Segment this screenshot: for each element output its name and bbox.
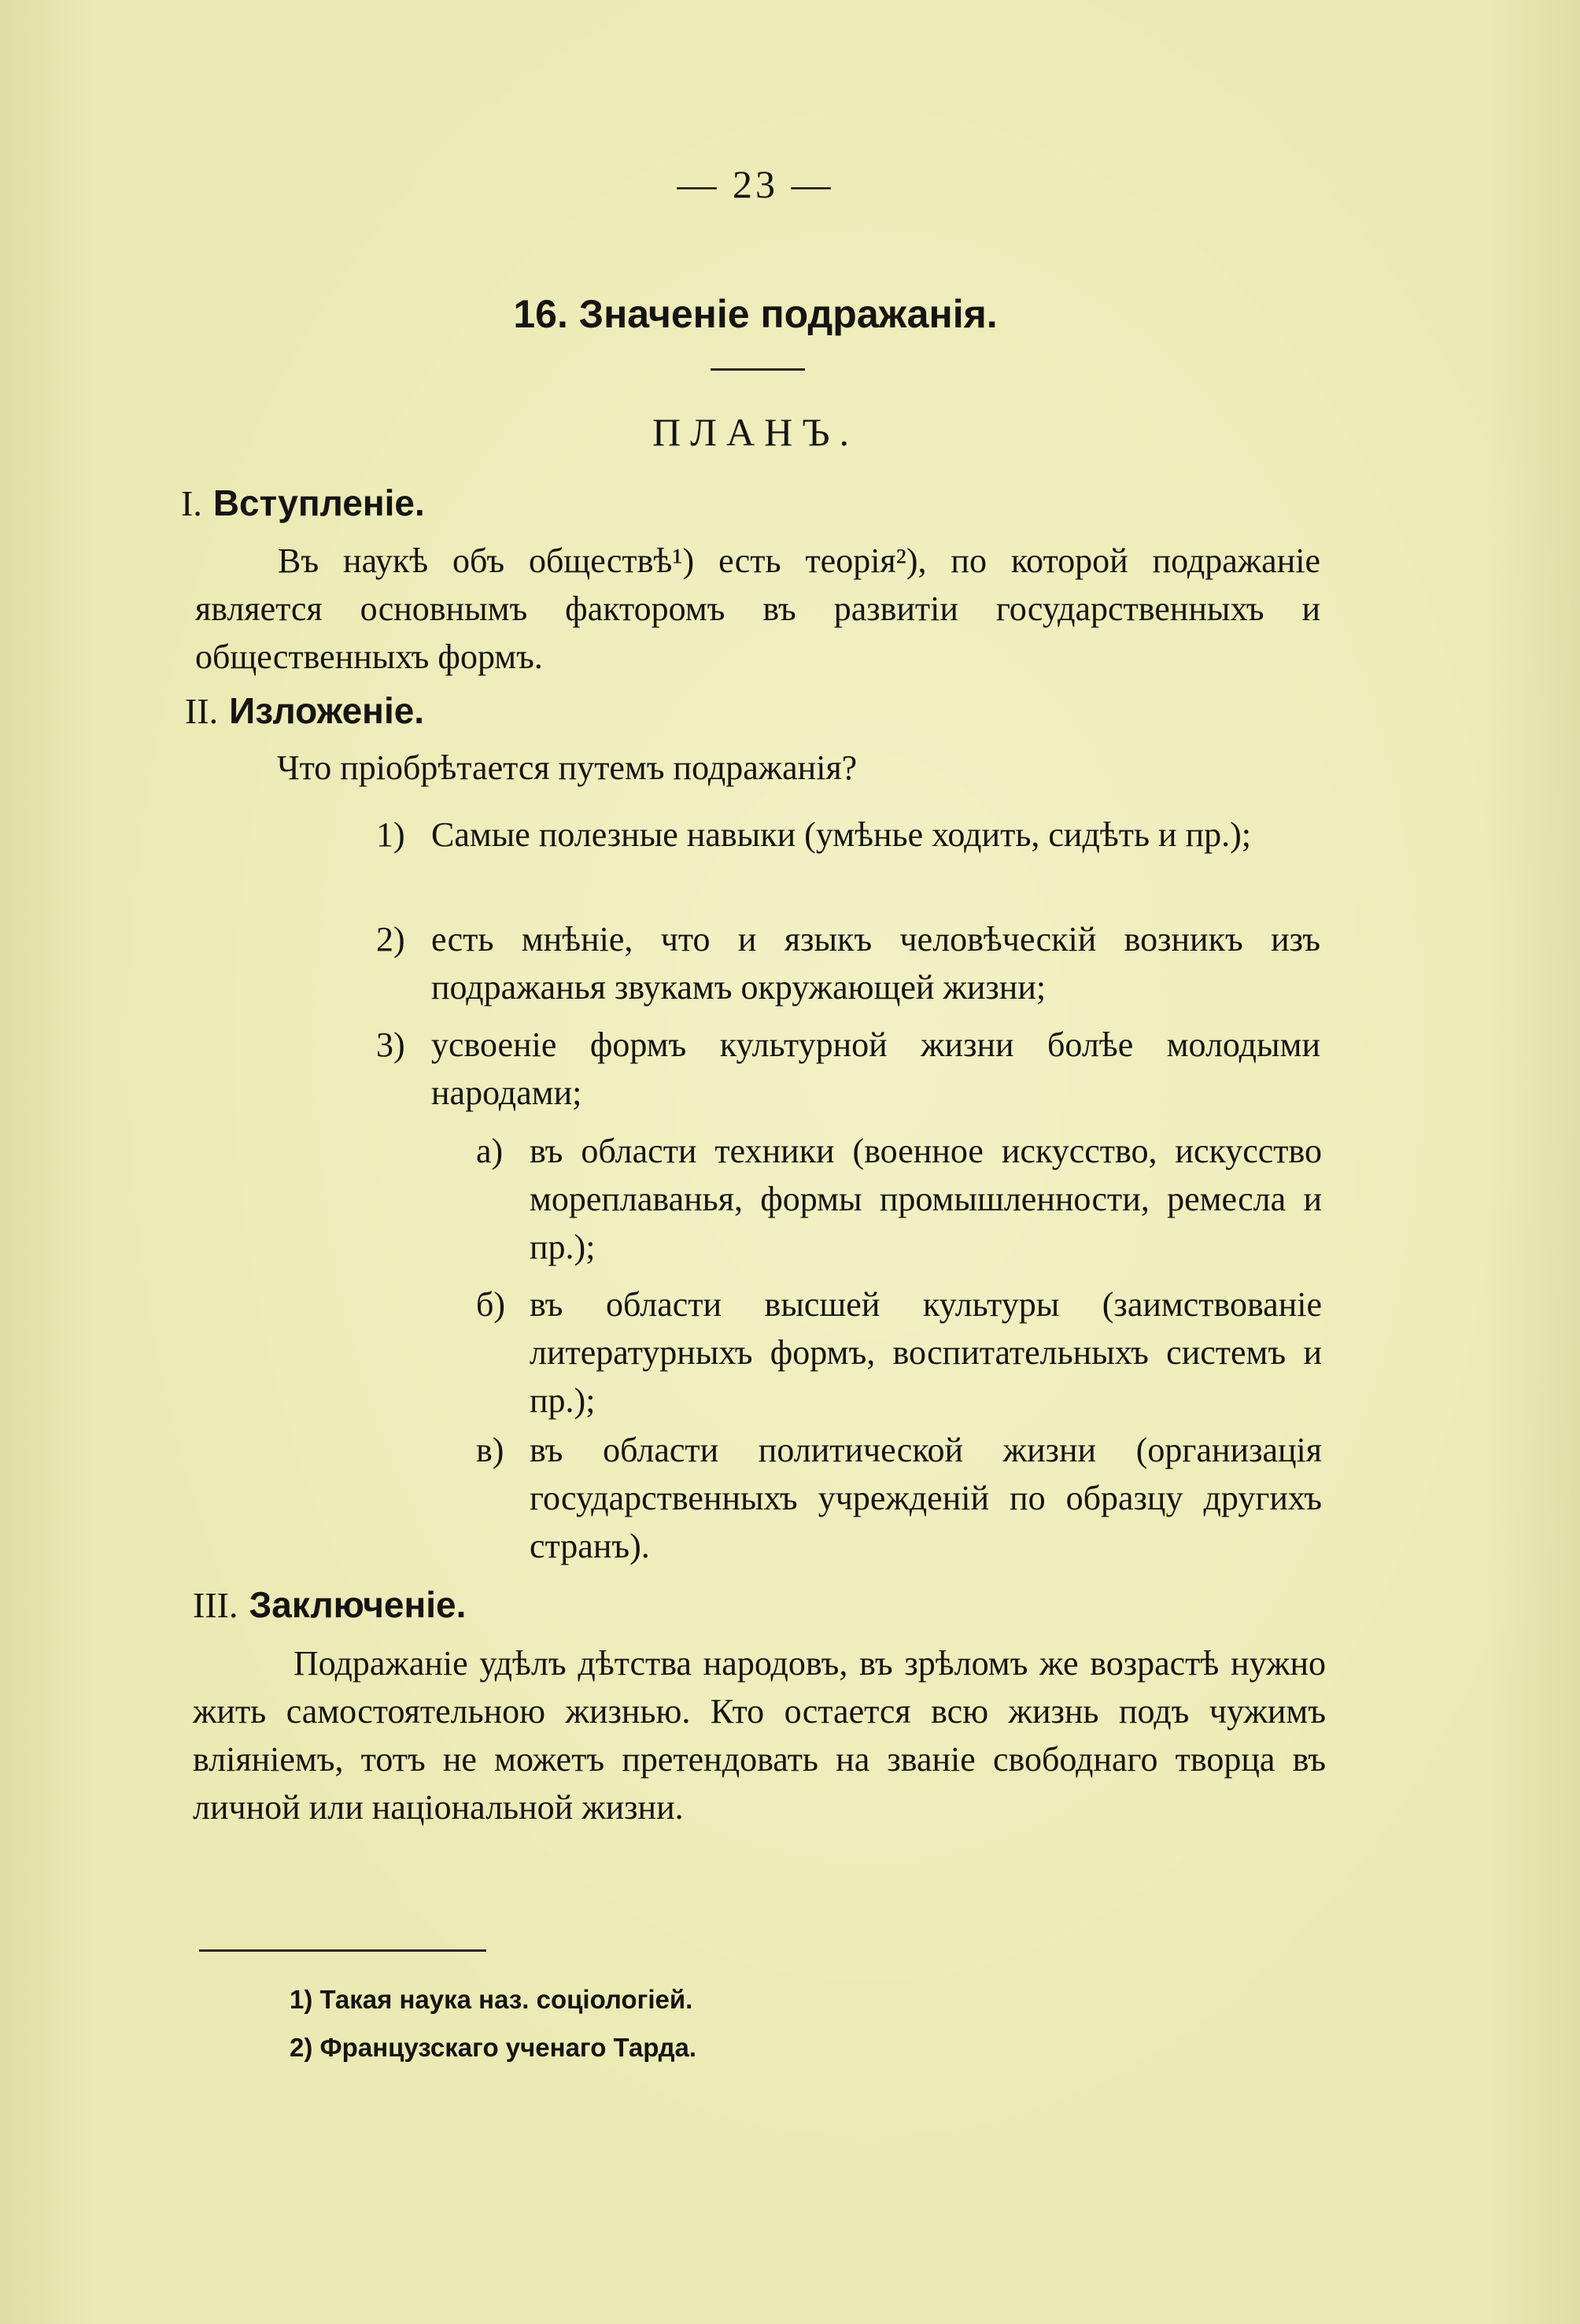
- plan-heading: ПЛАНЪ.: [652, 410, 859, 454]
- sublist-item-text: въ области высшей культуры (заимствованіе литературныхъ формъ, воспитательныхъ системъ и пр.);: [530, 1285, 1322, 1420]
- page-title: 16. Значеніе подражанія.: [513, 292, 998, 336]
- section-number: I.: [181, 483, 202, 523]
- conclusion-paragraph: Подражаніе удѣлъ дѣтства народовъ, въ зрѣломъ же возрастѣ нужно жить самостоятельною жизнью. Кто остается всю жизнь подъ чужимъ вліяніемъ, тотъ не можетъ претендовать на званіе свободнаго творца въ личной или національной жизни.: [193, 1644, 1326, 1827]
- footnote-divider: [199, 1949, 486, 1952]
- list-item-text: есть мнѣніе, что и языкъ человѣческій возникъ изъ подражанья звукамъ окружающей жизни;: [431, 920, 1320, 1007]
- list-item: [376, 915, 1320, 1011]
- footnote-text: Французскаго ученаго Тарда.: [319, 2033, 697, 2062]
- footnote-1: [290, 1985, 692, 2015]
- list-item: [376, 811, 1320, 907]
- sublist-item-text: въ области политической жизни (организація государственныхъ учрежденій по образцу другихъ странъ).: [530, 1431, 1322, 1565]
- list-item-marker: 3): [376, 1025, 405, 1064]
- list-item-text: Самые полезные навыки (умѣнье ходить, сидѣть и пр.);: [431, 815, 1252, 854]
- sublist-item-marker: а): [476, 1132, 504, 1170]
- section-name: Изложеніе.: [229, 690, 425, 731]
- footnote-mark: 2): [290, 2033, 313, 2062]
- sublist-item: [476, 1426, 1322, 1570]
- sublist-item: [476, 1127, 1322, 1271]
- sublist-item-marker: б): [476, 1285, 506, 1324]
- footnote-text: Такая наука наз. соціологіей.: [319, 1985, 693, 2014]
- section-heading-conclusion: [193, 1583, 466, 1626]
- section-number: III.: [193, 1585, 238, 1625]
- footnote-2: [290, 2033, 696, 2063]
- list-item-marker: 1): [376, 815, 405, 854]
- footnote-mark: 1): [290, 1985, 313, 2014]
- intro-paragraph: Въ наукѣ объ обществѣ¹) есть теорія²), по которой подражаніе является основнымъ факторомъ въ развитіи государственныхъ и общественныхъ формъ.: [195, 541, 1320, 676]
- sublist-item-text: въ области техники (военное искусство, искусство мореплаванья, формы промышленности, ремесла и пр.);: [530, 1132, 1322, 1266]
- list-item-text: усвоеніе формъ культурной жизни болѣе молодыми народами;: [431, 1025, 1320, 1112]
- section-name: Заключеніе.: [249, 1584, 467, 1625]
- title-divider: [711, 368, 805, 371]
- list-item-marker: 2): [376, 920, 405, 959]
- body-question: Что пріобрѣтается путемъ подражанія?: [277, 748, 858, 787]
- section-heading-intro: [181, 482, 425, 524]
- sublist-item-marker: в): [476, 1431, 504, 1469]
- page-number: — 23 —: [677, 162, 834, 206]
- section-name: Вступленіе.: [212, 482, 425, 523]
- section-number: II.: [185, 691, 219, 731]
- list-item: [376, 1021, 1320, 1117]
- section-heading-body: [185, 689, 424, 732]
- sublist-item: [476, 1280, 1322, 1424]
